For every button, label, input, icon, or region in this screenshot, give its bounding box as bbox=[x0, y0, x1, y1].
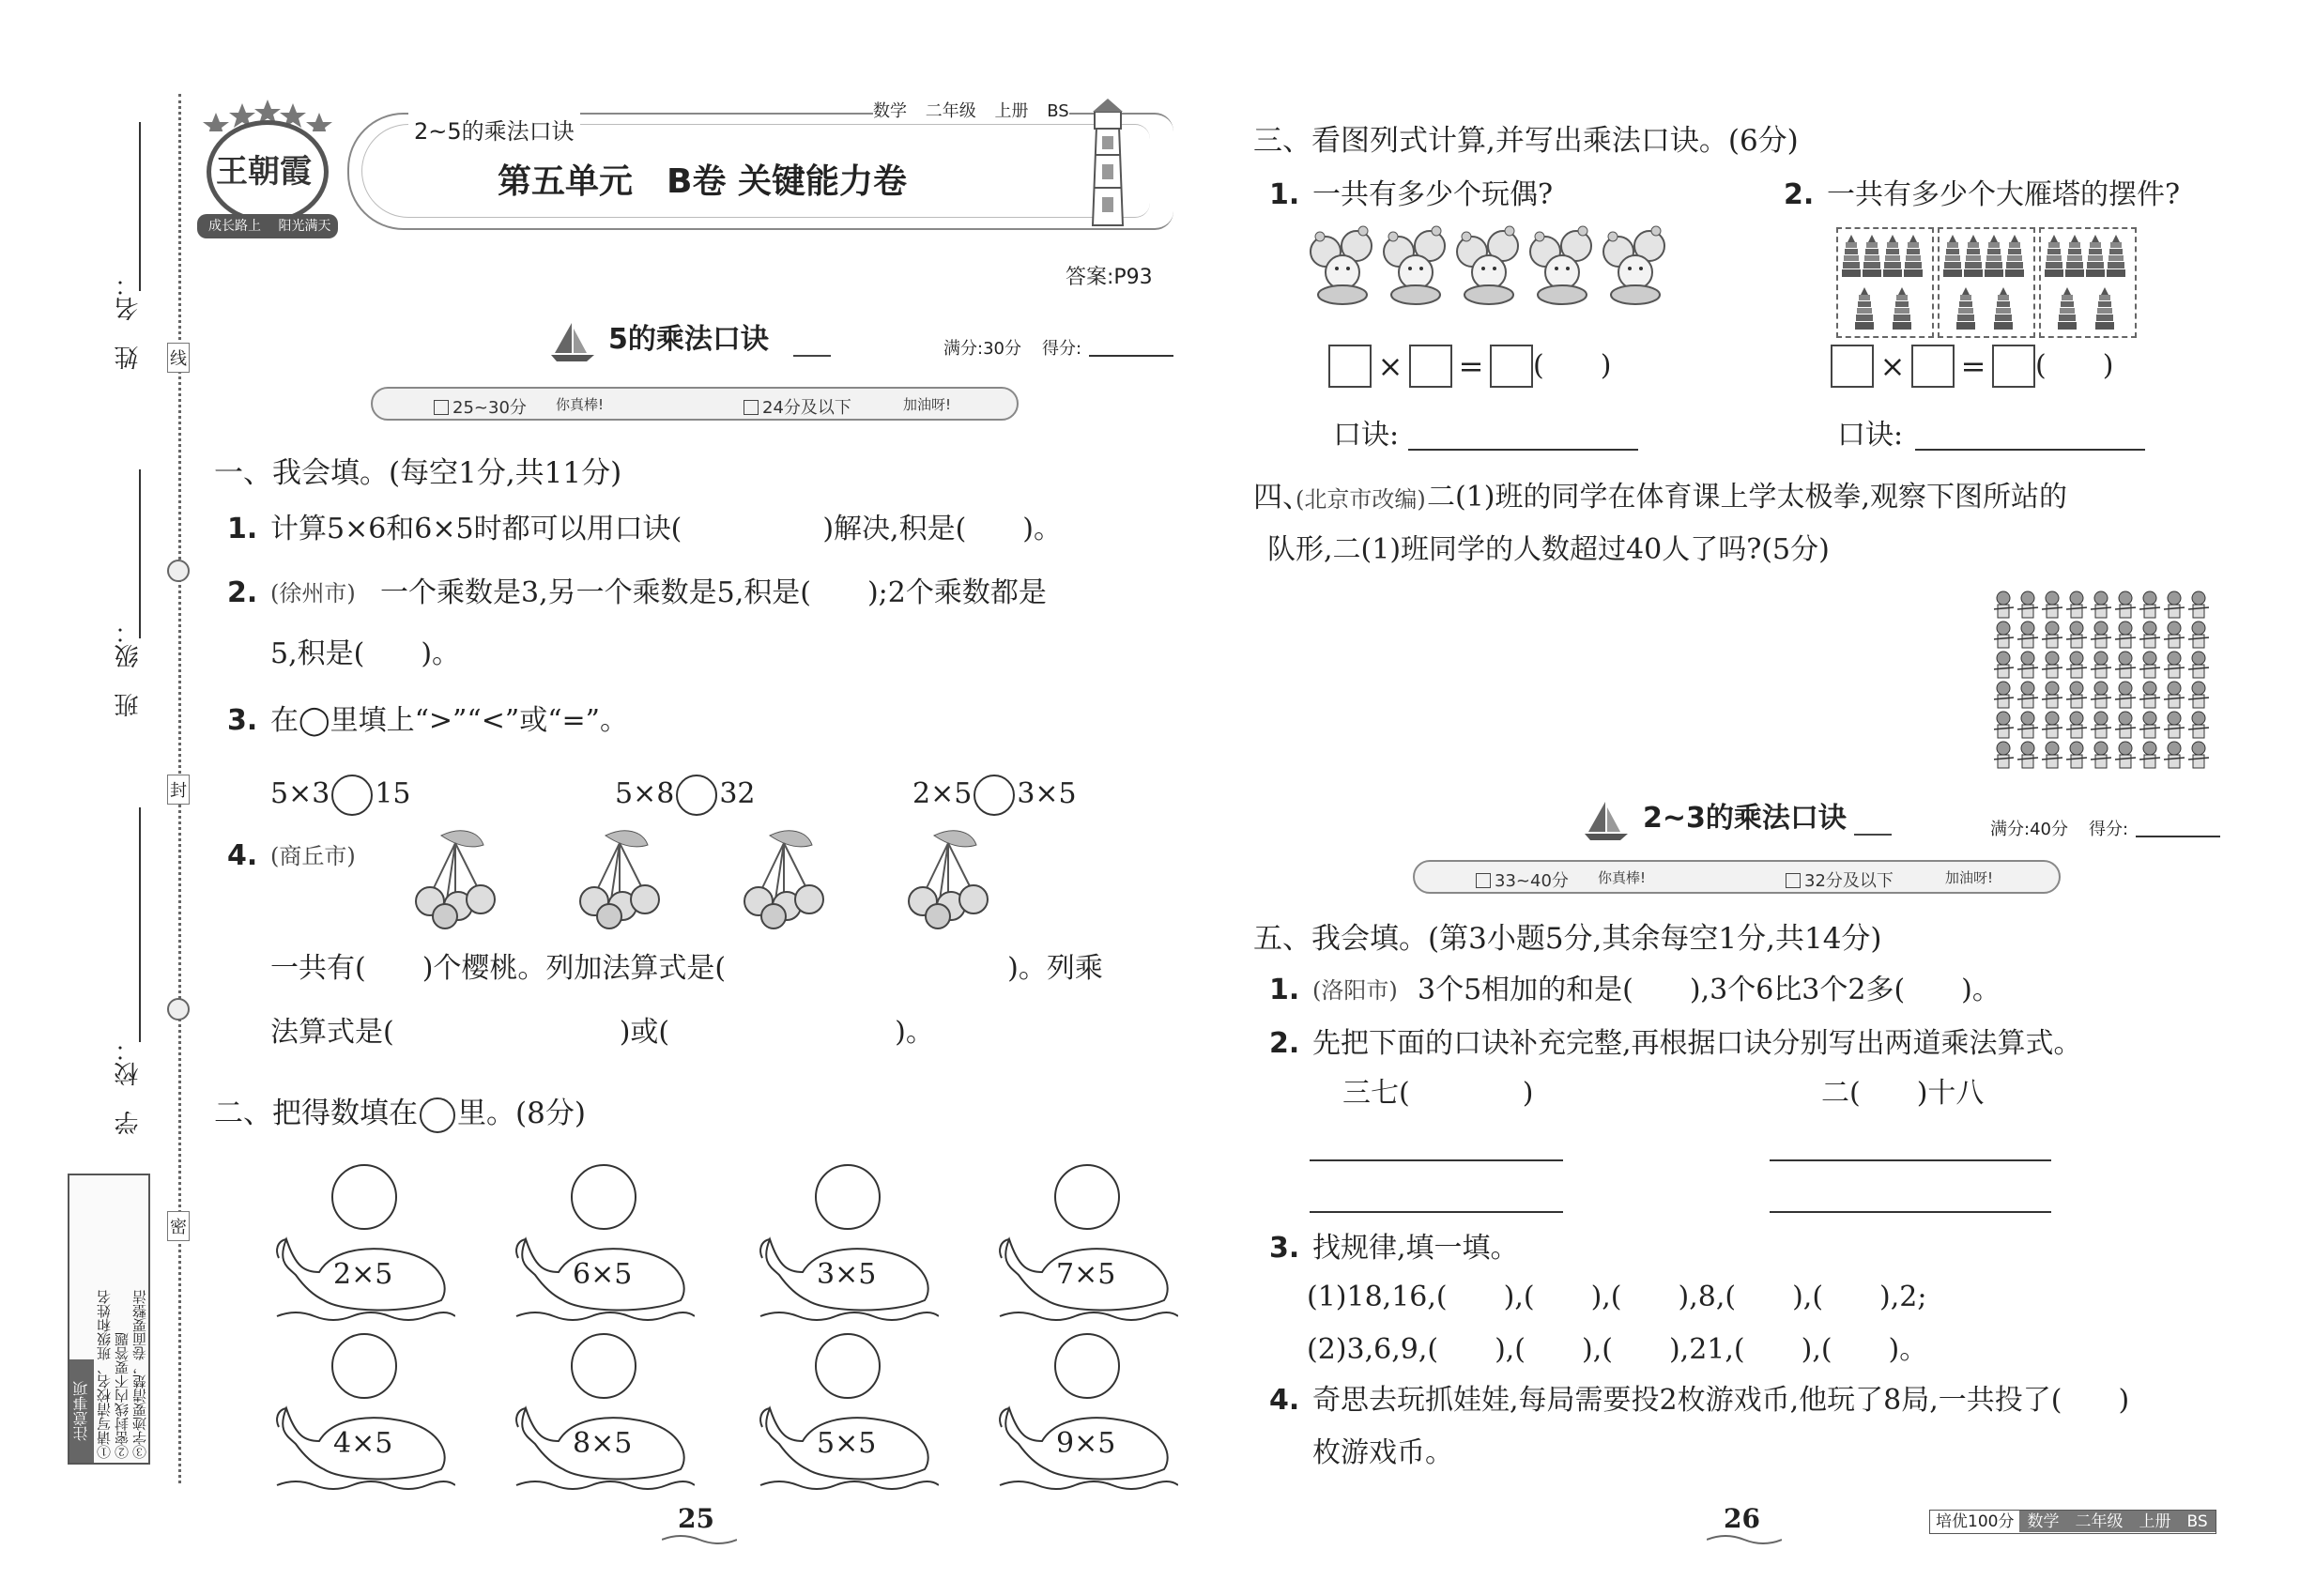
pagoda-icon bbox=[1842, 235, 1861, 278]
section1-score-field[interactable] bbox=[1089, 355, 1173, 357]
footer-tag: 培优100分 数学 二年级 上册 BS bbox=[1929, 1510, 2216, 1534]
whale-expression: 3×5 bbox=[817, 1258, 877, 1291]
whale-item bbox=[507, 1333, 695, 1493]
toy-icon bbox=[1451, 223, 1526, 299]
q1-item4-line2: 法算式是( )或( )。 bbox=[270, 1016, 934, 1049]
checkbox[interactable] bbox=[744, 400, 759, 415]
q3-kj-field-1[interactable] bbox=[1408, 449, 1638, 451]
answer-box[interactable] bbox=[1490, 345, 1533, 388]
header-subtitle: 2~5的乘法口诀 bbox=[408, 113, 580, 150]
whale-expression: 6×5 bbox=[573, 1258, 633, 1291]
pagoda-icon bbox=[2058, 287, 2077, 330]
compare-input[interactable] bbox=[676, 775, 717, 816]
logo-slogan-1: 成长路上 bbox=[208, 219, 261, 234]
q5-kj-a: 三七( ) bbox=[1342, 1077, 1534, 1110]
section2-full-score: 满分:40分 bbox=[1990, 820, 2068, 839]
section1-full-score: 满分:30分 bbox=[943, 339, 1021, 359]
pagoda-icon bbox=[1883, 235, 1902, 278]
q5-seq1: (1)18,16,( ),( ),( ),8,( ),( ),2; bbox=[1307, 1281, 1927, 1313]
page-number-right: 26 bbox=[1724, 1503, 1760, 1534]
toy-icon bbox=[1598, 223, 1673, 299]
q3-formula-2: × = ( ) bbox=[1831, 342, 2113, 390]
compare-2: 5×8 32 bbox=[615, 775, 756, 816]
class-label: 班 级： bbox=[115, 620, 143, 717]
students-icon bbox=[1994, 587, 2219, 779]
checkbox[interactable] bbox=[434, 400, 449, 415]
q1-item3: 在◯里填上“>”“<”或“=”。 bbox=[270, 704, 629, 737]
compare-3: 2×5 3×5 bbox=[912, 775, 1077, 816]
section1-banner: 25~30分 你真棒! 24分及以下 加油呀! bbox=[371, 387, 1019, 421]
compare-input[interactable] bbox=[331, 775, 373, 816]
section2-praise-b: 加油呀! bbox=[1945, 869, 1994, 886]
pagoda-icon bbox=[2107, 235, 2125, 278]
cherry-icon bbox=[568, 826, 671, 929]
q3-heading: 三、看图列式计算,并写出乘法口诀。(6分) bbox=[1253, 124, 1799, 158]
q4-tag: (北京市改编) bbox=[1296, 486, 1426, 513]
q5-formula-field[interactable] bbox=[1310, 1211, 1563, 1213]
seal-char-1: 线 bbox=[167, 343, 190, 373]
answer-ref: 答案:P93 bbox=[1066, 266, 1153, 289]
whale-item bbox=[268, 1164, 455, 1324]
q1-item2-tag: (徐州市) bbox=[270, 580, 356, 606]
q4-heading-num: 四、 bbox=[1253, 481, 1311, 514]
pagoda-icon bbox=[1855, 287, 1874, 330]
notice-box bbox=[68, 1174, 150, 1465]
section2-praise-a: 你真棒! bbox=[1598, 869, 1647, 886]
cherry-icon bbox=[732, 826, 836, 929]
wave-icon bbox=[1707, 1532, 1782, 1547]
whale-expression: 7×5 bbox=[1056, 1258, 1116, 1291]
pagoda-icon bbox=[1964, 235, 1983, 278]
q5-seq2: (2)3,6,9,( ),( ),( ),21,( ),( )。 bbox=[1307, 1333, 1928, 1366]
answer-box[interactable] bbox=[1911, 345, 1955, 388]
whale-item bbox=[751, 1333, 939, 1493]
q5-kj-b: 二( )十八 bbox=[1821, 1077, 1985, 1110]
pagoda-icon bbox=[1994, 287, 2013, 330]
lighthouse-icon bbox=[1080, 99, 1136, 230]
q1-heading: 一、我会填。(每空1分,共11分) bbox=[214, 456, 622, 490]
q1-item2-line2: 5,积是( )。 bbox=[270, 637, 461, 670]
q3-kj-field-2[interactable] bbox=[1915, 449, 2145, 451]
name-label: 姓 名： bbox=[115, 272, 143, 370]
q1-item4-line1: 一共有( )个樱桃。列加法算式是( )。列乘 bbox=[270, 952, 1103, 985]
q5-item3: 找规律,填一填。 bbox=[1312, 1232, 1519, 1265]
q1-item1: 计算5×6和6×5时都可以用口诀( )解决,积是( )。 bbox=[270, 513, 1062, 545]
name-field[interactable] bbox=[139, 122, 141, 291]
cherry-icon bbox=[404, 826, 507, 929]
toy-icon bbox=[1378, 223, 1453, 299]
q5-heading: 五、我会填。(第3小题5分,其余每空1分,共14分) bbox=[1253, 922, 1882, 956]
pagoda-icon bbox=[1863, 235, 1881, 278]
compare-input[interactable] bbox=[974, 775, 1015, 816]
notice-item-2: ②密封线内不要答题 bbox=[114, 1332, 130, 1459]
page-title: 第五单元 B卷 关键能力卷 bbox=[498, 162, 907, 201]
q5-item4-line1: 奇思去玩抓娃娃,每局需要投2枚游戏币,他玩了8局,一共投了( ) bbox=[1312, 1384, 2130, 1417]
wave-icon bbox=[662, 1532, 737, 1547]
whale-expression: 5×5 bbox=[817, 1427, 877, 1460]
school-label: 学 校： bbox=[115, 1037, 143, 1135]
whale-item bbox=[990, 1333, 1178, 1493]
class-field[interactable] bbox=[139, 469, 141, 638]
logo-text: 王朝霞 bbox=[216, 153, 312, 191]
checkbox[interactable] bbox=[1786, 873, 1801, 888]
q5-formula-field[interactable] bbox=[1770, 1159, 2051, 1161]
students-image bbox=[1994, 587, 2219, 779]
whale-item bbox=[268, 1333, 455, 1493]
whale-expression: 9×5 bbox=[1056, 1427, 1116, 1460]
answer-box[interactable] bbox=[1831, 345, 1874, 388]
pagoda-icon bbox=[1943, 235, 1962, 278]
notice-item-3: ③字迹要清楚，卷面要整洁 bbox=[131, 1290, 148, 1459]
whale-expression: 4×5 bbox=[333, 1427, 393, 1460]
q1-item2-line1: 一个乘数是3,另一个乘数是5,积是( );2个乘数都是 bbox=[380, 576, 1047, 609]
q5-formula-field[interactable] bbox=[1310, 1159, 1563, 1161]
answer-box[interactable] bbox=[1409, 345, 1452, 388]
seal-char-3: 密 bbox=[167, 1211, 190, 1241]
compare-1: 5×3 15 bbox=[270, 775, 411, 816]
section1-praise-b: 加油呀! bbox=[903, 396, 952, 413]
seal-char-2: 封 bbox=[167, 775, 190, 805]
q5-item1: 3个5相加的和是( ),3个6比3个2多( )。 bbox=[1418, 974, 2001, 1006]
seal-dot-2 bbox=[167, 998, 190, 1021]
section1-title: 5的乘法口诀 bbox=[608, 323, 769, 356]
answer-box[interactable] bbox=[1992, 345, 2035, 388]
section2-title: 2~3的乘法口诀 bbox=[1643, 802, 1847, 835]
seal-dot-1 bbox=[167, 560, 190, 582]
sailboat-icon bbox=[549, 321, 596, 362]
pagoda-icon bbox=[2005, 235, 2024, 278]
toy-icon bbox=[1525, 223, 1600, 299]
checkbox[interactable] bbox=[1476, 873, 1491, 888]
q1-item4-tag: (商丘市) bbox=[270, 843, 356, 869]
section2-score-field[interactable] bbox=[2136, 836, 2220, 837]
section2-score-label: 得分: bbox=[2089, 820, 2129, 839]
pagoda-icon bbox=[2045, 235, 2063, 278]
notice-item-1: ①请写清校名、班级和姓名 bbox=[96, 1290, 113, 1459]
q3-kj-label-2: 口诀: bbox=[1837, 419, 1904, 452]
whale-expression: 8×5 bbox=[573, 1427, 633, 1460]
sailboat-icon bbox=[1583, 800, 1630, 841]
circle-icon bbox=[420, 1097, 455, 1133]
q3-item2: 一共有多少个大雁塔的摆件? bbox=[1827, 178, 2181, 211]
q4-line2: 队形,二(1)班同学的人数超过40人了吗?(5分) bbox=[1267, 533, 1830, 566]
notice-title: 注意事项 bbox=[69, 1359, 94, 1463]
pagoda-icon bbox=[2065, 235, 2084, 278]
pagoda-icon bbox=[2095, 287, 2114, 330]
q3-item1: 一共有多少个玩偶? bbox=[1312, 178, 1554, 211]
page-number-left: 25 bbox=[678, 1503, 714, 1534]
section1-score-label: 得分: bbox=[1042, 339, 1082, 359]
school-field[interactable] bbox=[139, 807, 141, 1042]
q5-item4-line2: 枚游戏币。 bbox=[1312, 1436, 1453, 1469]
section2-banner: 33~40分 你真棒! 32分及以下 加油呀! bbox=[1413, 860, 2061, 894]
section1-praise-a: 你真棒! bbox=[556, 396, 605, 413]
q4-line1: 二(1)班的同学在体育课上学太极拳,观察下图所站的 bbox=[1427, 481, 2068, 514]
whale-item bbox=[507, 1164, 695, 1324]
q3-formula-1: × = ( ) bbox=[1328, 342, 1611, 390]
q5-item1-tag: (洛阳市) bbox=[1312, 977, 1398, 1004]
pagoda-icon bbox=[1985, 235, 2003, 278]
q5-formula-field[interactable] bbox=[1770, 1211, 2051, 1213]
logo bbox=[197, 94, 338, 244]
cherry-icon bbox=[897, 826, 1000, 929]
logo-slogan-2: 阳光满天 bbox=[278, 219, 331, 234]
pagoda-group bbox=[1836, 227, 2146, 338]
whale-item bbox=[751, 1164, 939, 1324]
whale-item bbox=[990, 1164, 1178, 1324]
answer-box[interactable] bbox=[1328, 345, 1372, 388]
pagoda-icon bbox=[1956, 287, 1975, 330]
q5-item2: 先把下面的口诀补充完整,再根据口诀分别写出两道乘法算式。 bbox=[1312, 1027, 2082, 1060]
header-meta: 数学 二年级 上册 BS bbox=[873, 98, 1069, 122]
toy-icon bbox=[1305, 223, 1380, 299]
pagoda-icon bbox=[1893, 287, 1911, 330]
q3-kj-label-1: 口诀: bbox=[1333, 419, 1400, 452]
pagoda-icon bbox=[1904, 235, 1923, 278]
pagoda-icon bbox=[2086, 235, 2105, 278]
q2-heading: 二、把得数填在 里。(8分) bbox=[214, 1095, 586, 1133]
whale-expression: 2×5 bbox=[333, 1258, 393, 1291]
